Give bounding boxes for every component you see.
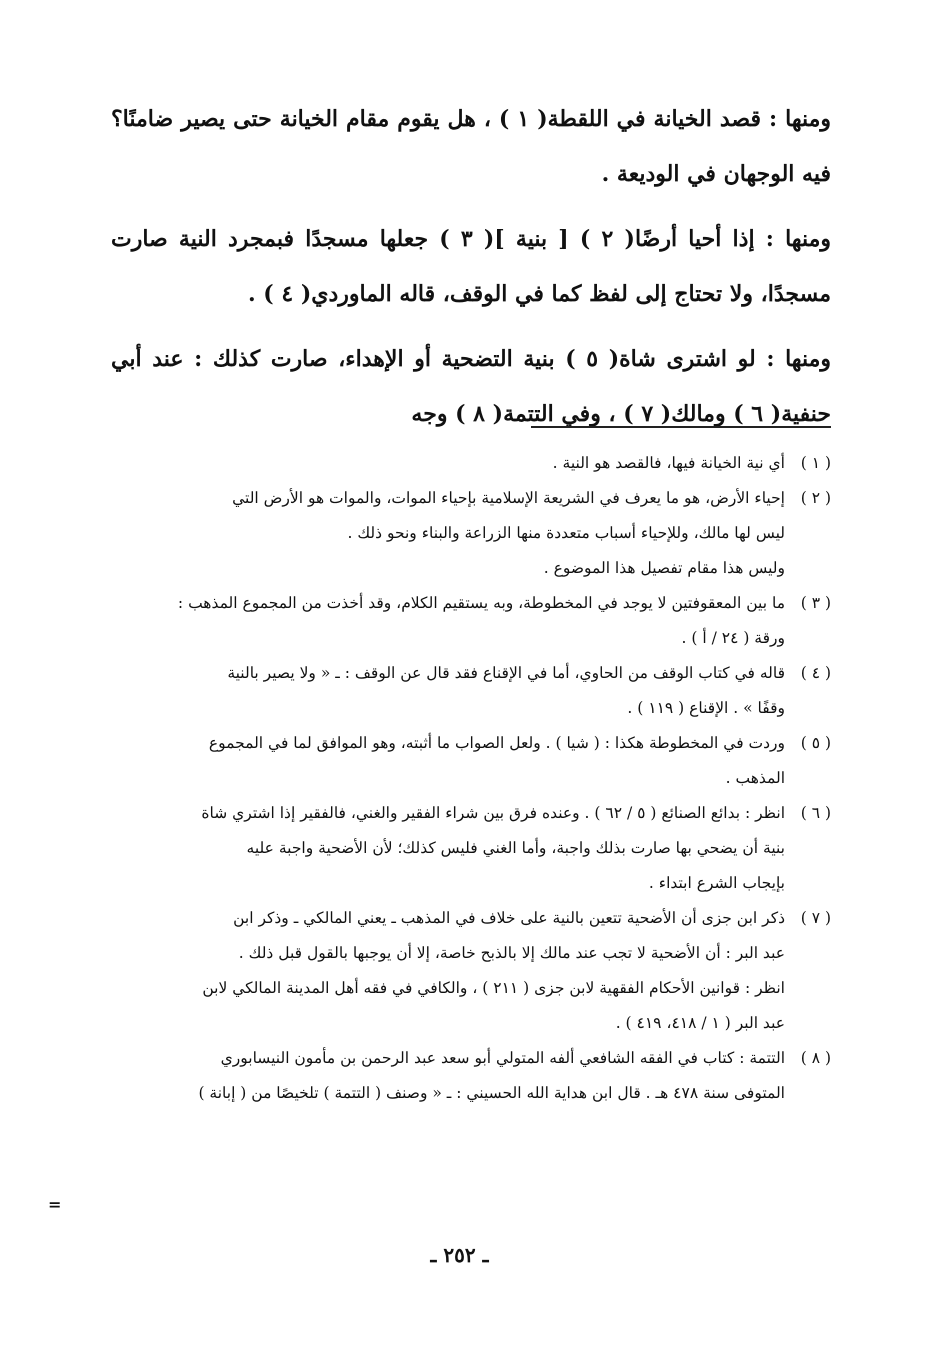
footnote-5 (101, 726, 831, 796)
footnote-text (101, 446, 785, 481)
main-paragraph: ومنها : قصد الخيانة في اللقطة( ١ ) ، هل يقوم مقام الخيانة حتى يصير ضامنًا؟ فيه الوجهان في الوديعة . (111, 106, 832, 187)
footnote-number: ( ٤ ) (800, 664, 831, 682)
footnote-text (101, 656, 785, 726)
footnote-1 (101, 446, 831, 481)
footnote-line: ورقة ( ٢٤ / أ ) . (681, 629, 785, 647)
footnote-4 (101, 656, 831, 726)
footnote-line: وقفًا » . الإقناع ( ١١٩ ) . (627, 699, 785, 717)
footnote-6 (101, 796, 831, 901)
footnote-number: ( ٢ ) (800, 489, 831, 507)
footnote-number: ( ١ ) (800, 454, 831, 472)
footnote-number: ( ٦ ) (800, 804, 831, 822)
footnote-line: المذهب . (725, 769, 785, 787)
footnote-line: انظر : بدائع الصنائع ( ٥ / ٦٢ ) . وعنده فرق بين شراء الفقير والغني، فالفقير إذا اشتري شاة (201, 804, 785, 822)
footnote-line: إحياء الأرض، هو ما يعرف في الشريعة الإسلامية بإحياء الموات، والموات هو الأرض التي (232, 489, 785, 507)
footnote-line: المتوفى سنة ٤٧٨ هـ . قال ابن هداية الله الحسيني : ـ « وصنف ( التتمة ) تلخيصًا من ( إبانة ) (198, 1084, 785, 1102)
footnote-line: عبد البر : أن الأضحية لا تجب عند مالك إلا بالذبح خاصة، إلا أن يوجبها بالقول قبل ذلك . (238, 944, 785, 962)
main-paragraph: ومنها : لو اشترى شاة( ٥ ) بنية التضحية أو الإهداء، صارت كذلك : عند أبي حنفية( ٦ ) ومالك( ٧ ) ، وفي التتمة( ٨ ) وجه (111, 346, 831, 427)
footnote-number: ( ٧ ) (800, 909, 831, 927)
footnote-number: ( ٨ ) (800, 1049, 831, 1067)
footnote-number: ( ٥ ) (800, 734, 831, 752)
footnote-divider (531, 426, 831, 428)
footnote-line: بنية أن يضحي بها صارت بذلك واجبة، وأما الغني فليس كذلك؛ لأن الأضحية واجبة عليه (246, 839, 785, 857)
footnote-3 (101, 586, 831, 656)
continuation-mark: = (48, 1195, 62, 1214)
footnote-line: ما بين المعقوفتين لا يوجد في المخطوطة، وبه يستقيم الكلام، وقد أخذت من المجموع المذهب : (177, 594, 785, 612)
main-paragraph: ومنها : إذا أحيا أرضًا( ٢ ) [ بنية ]( ٣ ) جعلها مسجدًا فبمجرد النية صارت مسجدًا، ولا تحتاج إلى لفظ كما في الوقف، قاله الماوردي( ٤ ) . (111, 226, 831, 307)
page-number-container (0, 1243, 943, 1267)
footnote-text (101, 796, 785, 901)
footnote-8 (101, 1041, 831, 1111)
footnote-line: ذكر ابن جزى أن الأضحية تتعين بالنية على خلاف في المذهب ـ يعني المالكي ـ وذكر ابن (233, 909, 785, 927)
footnote-text (101, 726, 785, 796)
footnote-2 (101, 481, 831, 586)
footnote-line: التتمة : كتاب في الفقه الشافعي ألفه المتولي أبو سعد عبد الرحمن بن مأمون النيسابوري (220, 1049, 785, 1067)
footnote-text (101, 1041, 785, 1111)
footnote-line: ليس لها مالك، وللإحياء أسباب متعددة منها الزراعة والبناء ونحو ذلك . (347, 524, 785, 542)
footnote-line: بإيجاب الشرع ابتداء . (648, 874, 785, 892)
footnotes (101, 446, 831, 1111)
footnote-line: وردت في المخطوطة هكذا : ( شيا ) . ولعل الصواب ما أثبته، وهو الموافق لما في المجموع (208, 734, 785, 752)
footnote-number: ( ٣ ) (800, 594, 831, 612)
main-text (111, 92, 831, 442)
page-number: ـ ٢٥٢ ـ (430, 1243, 489, 1267)
footnote-text (101, 481, 785, 586)
footnote-line: وليس هذا مقام تفصيل هذا الموضوع . (543, 559, 785, 577)
footnote-7 (101, 901, 831, 1041)
footnote-line: انظر : قوانين الأحكام الفقهية لابن جزى ( ٢١١ ) ، والكافي في فقه أهل المدينة المالكي لابن (202, 979, 785, 997)
footnote-line: قاله في كتاب الوقف من الحاوي، أما في الإقناع فقد قال عن الوقف : ـ « ولا يصير بالنية (227, 664, 785, 682)
footnote-text (101, 901, 785, 1041)
footnote-line: أي نية الخيانة فيها، فالقصد هو النية . (552, 454, 785, 472)
footnote-line: عبد البر ( ١ / ٤١٨، ٤١٩ ) . (615, 1014, 785, 1032)
footnote-text (101, 586, 785, 656)
